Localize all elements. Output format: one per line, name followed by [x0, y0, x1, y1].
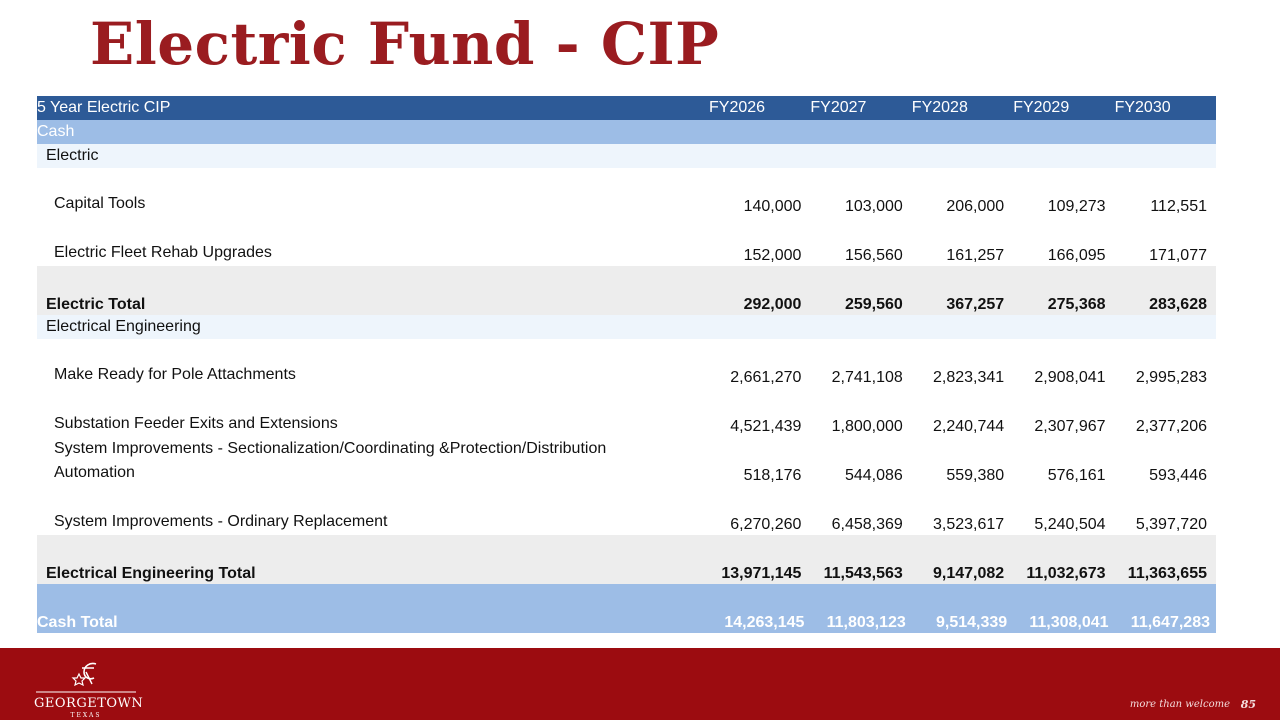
item-value: 2,823,341: [933, 369, 1005, 386]
item-value: 206,000: [946, 198, 1005, 215]
item-label: [37, 339, 709, 388]
section-total-value: 9,147,082: [912, 535, 1013, 584]
item-label: [37, 486, 709, 535]
item-label: [37, 168, 709, 217]
item-value: 109,273: [1047, 198, 1106, 215]
item-value: 593,446: [1149, 467, 1207, 484]
georgetown-logo: [34, 658, 144, 719]
item-value: 3,523,617: [933, 516, 1005, 533]
item-label: [37, 437, 709, 486]
item-value: 2,908,041: [1034, 369, 1106, 386]
table-row: [37, 388, 1216, 437]
footer-bar: [0, 648, 1280, 720]
item-value: 2,377,206: [1135, 418, 1207, 435]
section-total-value: 259,560: [810, 266, 911, 315]
section-total-value: 275,368: [1013, 266, 1114, 315]
section-label: Electric: [37, 144, 1216, 168]
table-row: [37, 339, 1216, 388]
cip-table-body: [37, 96, 1216, 633]
item-label-line: Automation: [54, 464, 135, 481]
item-value: 156,560: [844, 247, 903, 264]
item-value: 2,741,108: [831, 369, 903, 386]
section-total-value: 13,971,145: [709, 535, 810, 584]
item-value: 559,380: [946, 467, 1005, 484]
item-value: 103,000: [844, 198, 903, 215]
item-value: 171,077: [1149, 247, 1207, 264]
item-value: 161,257: [946, 247, 1005, 264]
table-row: [37, 217, 1216, 266]
cash-row: [37, 120, 1216, 144]
tagline: more than welcome: [1129, 699, 1230, 710]
page-title: Electric Fund - CIP: [90, 10, 720, 78]
year-header: FY2030: [1115, 96, 1216, 120]
logo-text: GEORGETOWN: [34, 696, 144, 711]
section-row: [37, 144, 1216, 168]
item-value: 5,397,720: [1135, 516, 1207, 533]
item-label-line: System Improvements - Sectionalization/Coordinating &Protection/Distribution: [54, 440, 607, 457]
item-value: 6,270,260: [730, 516, 802, 533]
cash-total-value: 11,308,041: [1013, 584, 1114, 633]
year-header: FY2028: [912, 96, 1013, 120]
item-value: 2,995,283: [1135, 369, 1207, 386]
page-number: 85: [1240, 698, 1256, 711]
item-value: 6,458,369: [831, 516, 903, 533]
item-value: 5,240,504: [1034, 516, 1106, 533]
year-header: FY2026: [709, 96, 810, 120]
cip-table: [37, 96, 1216, 633]
section-row: [37, 315, 1216, 339]
item-value: 166,095: [1047, 247, 1106, 264]
item-value: 518,176: [743, 467, 802, 484]
cash-total-value: 14,263,145: [709, 584, 810, 633]
section-total-label: Electrical Engineering Total: [37, 535, 709, 584]
table-header-label: 5 Year Electric CIP: [37, 96, 709, 120]
cash-total-value: 11,647,283: [1115, 584, 1216, 633]
table-row: [37, 168, 1216, 217]
item-value: 2,661,270: [730, 369, 802, 386]
item-value: 2,307,967: [1034, 418, 1106, 435]
item-label: [37, 388, 709, 437]
cash-total-value: 11,803,123: [810, 584, 911, 633]
year-header: FY2029: [1013, 96, 1114, 120]
year-header: FY2027: [810, 96, 911, 120]
item-label-line: System Improvements - Ordinary Replacement: [54, 513, 388, 530]
section-total-value: 292,000: [709, 266, 810, 315]
item-value: 4,521,439: [730, 418, 802, 435]
star-monogram-icon: [34, 658, 138, 698]
section-total-value: 367,257: [912, 266, 1013, 315]
cash-label: Cash: [37, 120, 1216, 144]
cash-total-label: Cash Total: [37, 584, 709, 633]
table-row: [37, 437, 1216, 486]
section-total-row: [37, 266, 1216, 315]
section-total-value: 283,628: [1115, 266, 1216, 315]
item-value: 140,000: [743, 198, 802, 215]
item-value: 2,240,744: [933, 418, 1005, 435]
item-label: [37, 217, 709, 266]
item-value: 544,086: [844, 467, 903, 484]
table-header-row: [37, 96, 1216, 120]
item-value: 1,800,000: [831, 418, 903, 435]
section-label: Electrical Engineering: [37, 315, 1216, 339]
section-total-label: Electric Total: [37, 266, 709, 315]
item-label-line: Capital Tools: [54, 195, 146, 212]
table-row: [37, 486, 1216, 535]
logo-subtext: TEXAS: [70, 712, 102, 719]
cash-total-value: 9,514,339: [912, 584, 1013, 633]
item-label-line: Electric Fleet Rehab Upgrades: [54, 244, 272, 261]
item-label-line: Make Ready for Pole Attachments: [54, 366, 296, 383]
item-value: 576,161: [1047, 467, 1106, 484]
section-total-value: 11,032,673: [1013, 535, 1114, 584]
item-value: 152,000: [743, 247, 802, 264]
item-value: 112,551: [1150, 198, 1207, 215]
section-total-value: 11,543,563: [810, 535, 911, 584]
cash-total-row: [37, 584, 1216, 633]
item-label-line: Substation Feeder Exits and Extensions: [54, 415, 338, 432]
section-total-row: [37, 535, 1216, 584]
section-total-value: 11,363,655: [1115, 535, 1216, 584]
